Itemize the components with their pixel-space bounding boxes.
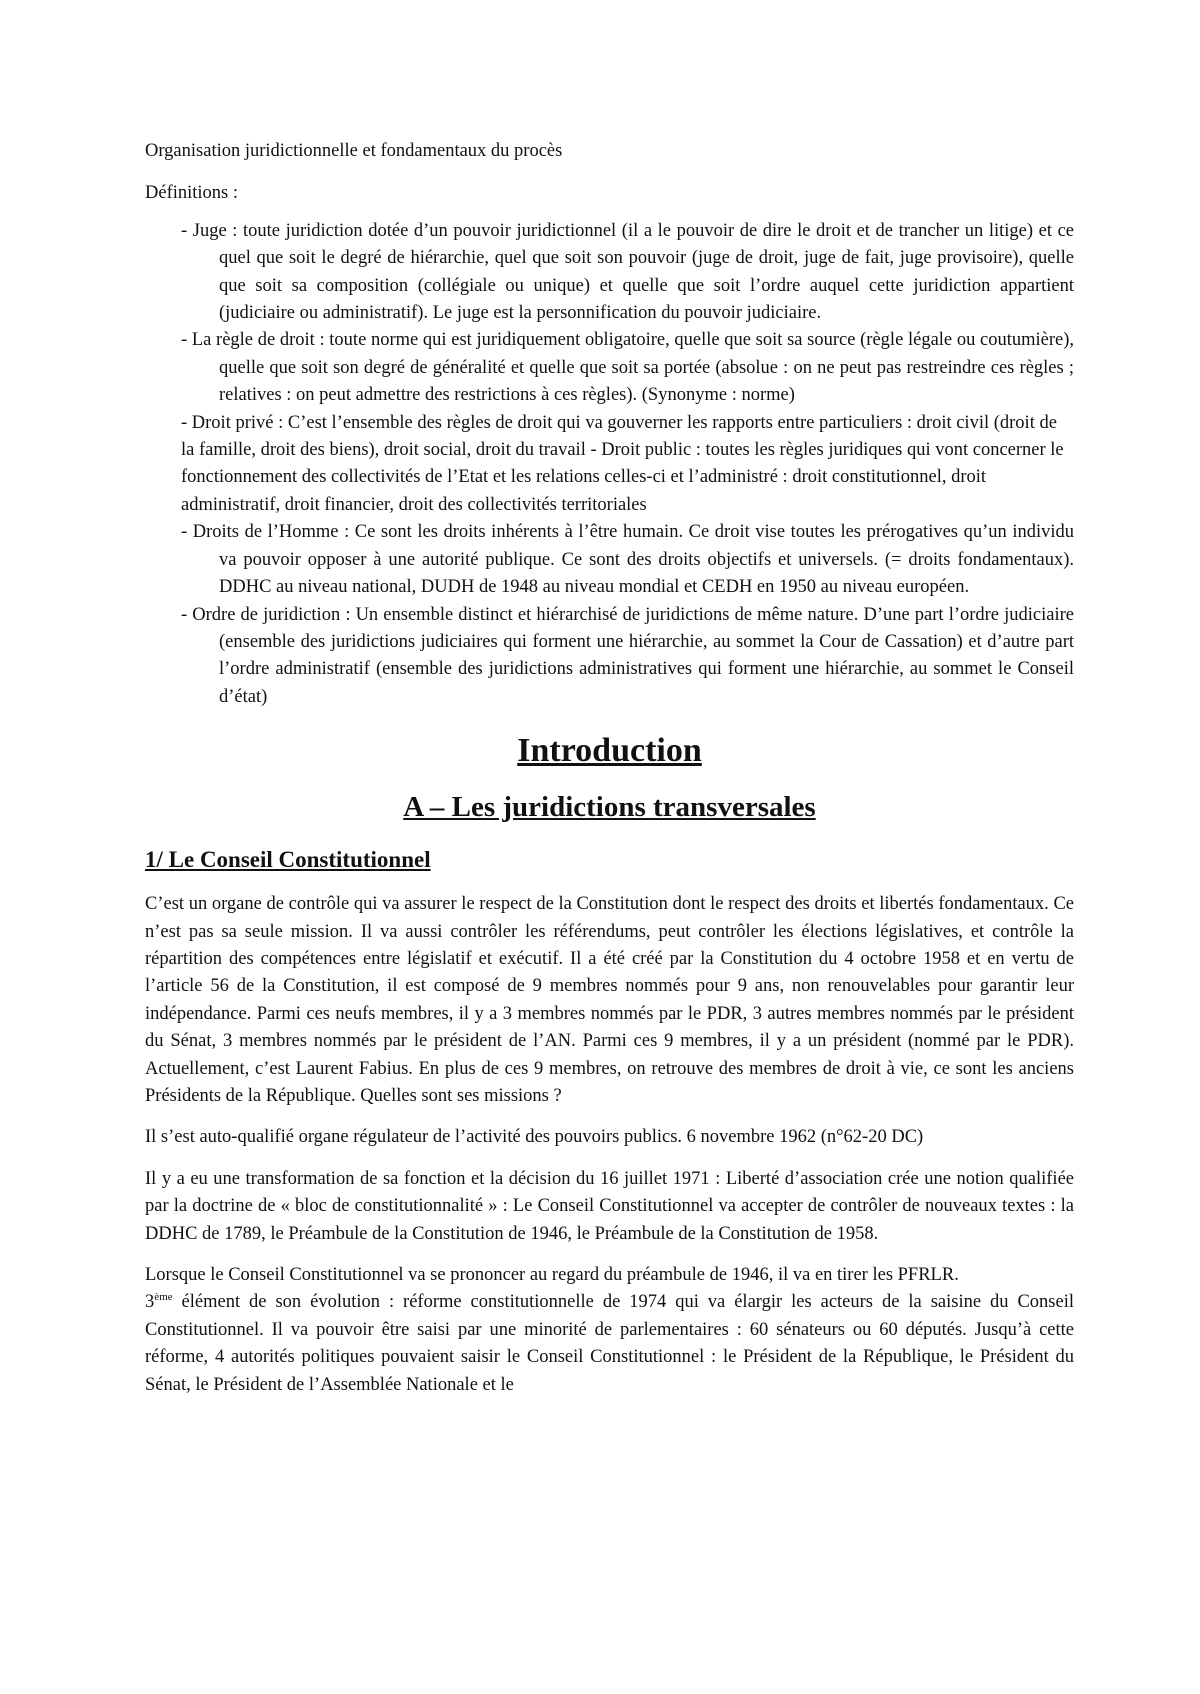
definition-droit-prive-public: - Droit privé : C’est l’ensemble des règles de droit qui va gouverner les rapports entre particuliers : droit civil (droit de la famille, droit des biens), droit social, droit du travail - Droit public : toutes les règles juridiques qui vont concerner le fonctionnement des collectivités de l’Etat et les relations celles-ci et l’administré : droit constitutionnel, droit administratif, droit financier, droit des collectivités territoriales: [181, 412, 1064, 515]
heading-section-a: A – Les juridictions transversales: [403, 791, 816, 824]
definition-droits-homme: - Droits de l’Homme : Ce sont les droits inhérents à l’être humain. Ce droit vise toutes les prérogatives qu’un individu va pouvoir opposer à une autorité publique. Ce sont des droits objectifs et universels. (= droits fondamentaux). DDHC au niveau national, DUDH de 1948 au niveau mondial et CEDH en 1950 au niveau européen.: [181, 522, 1074, 598]
paragraph-reforme-1974: [145, 1289, 1074, 1399]
definitions-heading: Définitions :: [145, 183, 239, 204]
paragraph-role: C’est un organe de contrôle qui va assurer le respect de la Constitution dont le respect des droits et libertés fondamentaux. Ce n’est pas sa seule mission. Il va aussi contrôler les référendums, peut contrôler les élections législatives, et contrôle la répartition des compétences entre législatif et exécutif. Il a été créé par la Constitution du 4 octobre 1958 et en vertu de l’article 56 de la Constitution, il est composé de 9 membres nommés pour 9 ans, non renouvelables pour garantir leur indépendance. Parmi ces neufs membres, il y a 3 membres nommés par le PDR, 3 autres membres nommés par le président du Sénat, 3 membres nommés par le président de l’AN. Parmi ces 9 membres, il y a un président (nommé par le PDR). Actuellement, c’est Laurent Fabius. En plus de ces 9 membres, on retrouve des membres de droit à vie, ce sont les anciens Présidents de la République. Quelles sont ses missions ?: [145, 894, 1074, 1106]
definition-regle-de-droit: - La règle de droit : toute norme qui est juridiquement obligatoire, quelle que soit sa source (règle légale ou coutumière), quelle que soit son degré de généralité et quelle que soit sa portée (absolue : on ne peut pas restreindre ces règles ; relatives : on peut admettre des restrictions à ces règles). (Synonyme : norme): [181, 330, 1074, 406]
definitions-list: [145, 218, 1074, 711]
definition-juge: - Juge : toute juridiction dotée d’un pouvoir juridictionnel (il a le pouvoir de dire le droit et de trancher un litige) et ce quel que soit le degré de hiérarchie, quel que soit son pouvoir (juge de droit, juge de fait, juge provisoire), quelle que soit sa composition (collégiale ou unique) et quelle que soit l’ordre auquel cette juridiction appartient (judiciaire ou administratif). Le juge est la personnification du pouvoir judiciaire.: [181, 220, 1074, 324]
paragraph-pfrlr: Lorsque le Conseil Constitutionnel va se prononcer au regard du préambule de 1946, il va en tirer les PFRLR.: [145, 1265, 959, 1285]
paragraph-bloc-constitutionnalite: Il y a eu une transformation de sa fonction et la décision du 16 juillet 1971 : Liberté d’association crée une notion qualifiée par la doctrine de « bloc de constitutionnalité » : Le Conseil Constitutionnel va accepter de contrôler de nouveaux textes : la DDHC de 1789, le Préambule de la Constitution de 1946, le Préambule de la Constitution de 1958.: [145, 1168, 1074, 1244]
ordinal-number: 3: [145, 1292, 155, 1313]
ordinal-superscript: ème: [154, 1291, 173, 1304]
heading-conseil-constitutionnel: 1/ Le Conseil Constitutionnel: [145, 847, 431, 873]
heading-introduction: Introduction: [517, 732, 702, 770]
definition-ordre-juridiction: - Ordre de juridiction : Un ensemble distinct et hiérarchisé de juridictions de même nature. D’une part l’ordre judiciaire (ensemble des juridictions judiciaires qui forment une hiérarchie, au sommet la Cour de Cassation) et d’autre part l’ordre administratif (ensemble des juridictions administratives qui forment une hiérarchie, au sommet le Conseil d’état): [181, 604, 1074, 707]
paragraph-auto-qualification: Il s’est auto-qualifié organe régulateur de l’activité des pouvoirs publics. 6 novembre 1962 (n°62-20 DC): [145, 1127, 924, 1148]
paragraph-reforme-text: élément de son évolution : réforme constitutionnelle de 1974 qui va élargir les acteurs de la saisine du Conseil Constitutionnel. Il va pouvoir être saisi par une minorité de parlementaires : 60 sénateurs ou 60 députés. Jusqu’à cette réforme, 4 autorités politiques pouvaient saisir le Conseil Constitutionnel : le Président de la République, le Président du Sénat, le Président de l’Assemblée Nationale et le: [145, 1292, 1074, 1395]
document-title: Organisation juridictionnelle et fondamentaux du procès: [145, 141, 563, 161]
